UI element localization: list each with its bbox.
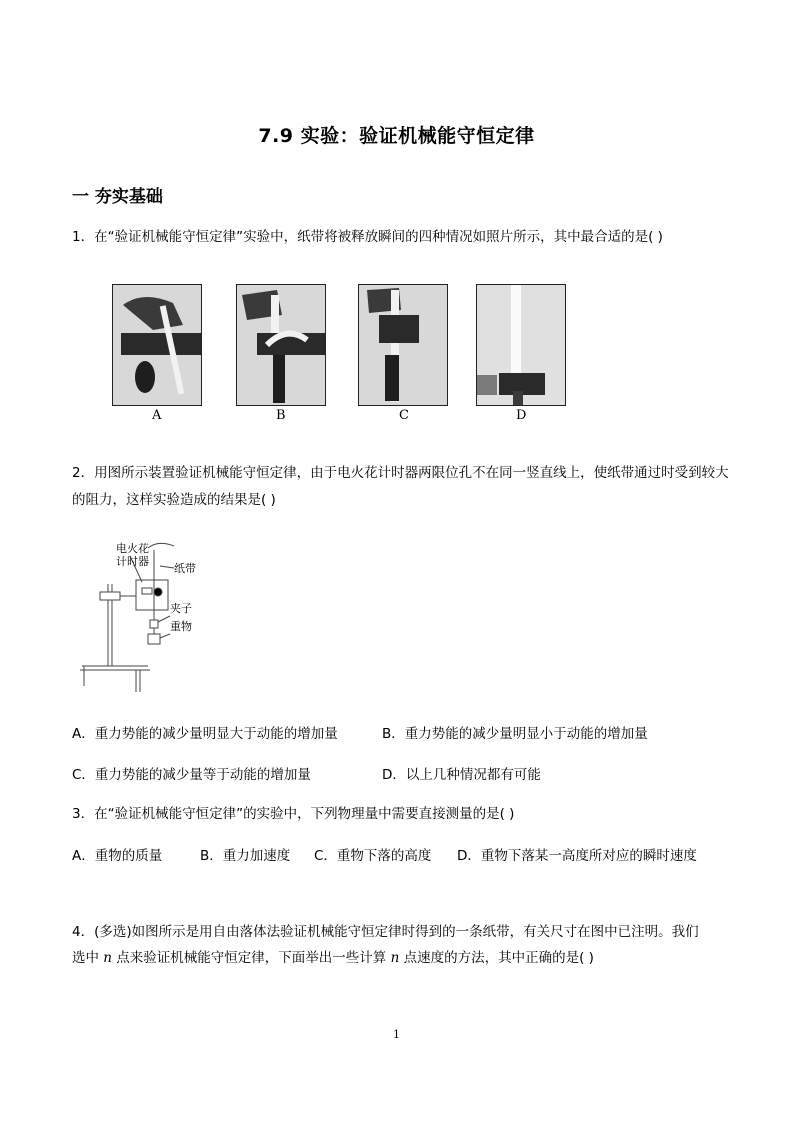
diagram-label-tape: 纸带 bbox=[174, 562, 196, 575]
q3-option-c: C．重物下落的高度 bbox=[314, 848, 432, 864]
page-title: 7.9 实验：验证机械能守恒定律 bbox=[258, 125, 535, 147]
q3-option-a: A．重物的质量 bbox=[72, 848, 163, 864]
q4-text-b: 点来验证机械能守恒定律，下面举出一些计算 bbox=[112, 950, 391, 966]
q2-option-c: C．重力势能的减少量等于动能的增加量 bbox=[72, 767, 311, 783]
photo-b bbox=[236, 284, 326, 406]
section-heading: 一 夯实基础 bbox=[72, 187, 163, 207]
q4-variable-n: n bbox=[103, 950, 112, 966]
photo-label-a: A bbox=[152, 408, 162, 423]
q2-option-a: A．重力势能的减少量明显大于动能的增加量 bbox=[72, 726, 338, 742]
question-4-line2 bbox=[72, 948, 732, 968]
page-number: 1 bbox=[393, 1028, 400, 1041]
photo-c bbox=[358, 284, 448, 406]
diagram-label-clamp: 夹子 bbox=[170, 602, 192, 615]
question-1-text: 1．在“验证机械能守恒定律”实验中，纸带将被释放瞬间的四种情况如照片所示，其中最合适的是( ) bbox=[72, 229, 663, 245]
diagram-label-timer-line2: 计时器 bbox=[116, 555, 149, 568]
diagram-label-weight: 重物 bbox=[170, 620, 192, 633]
photo-d bbox=[476, 284, 566, 406]
question-4-line1: 4．(多选)如图所示是用自由落体法验证机械能守恒定律时得到的一条纸带，有关尺寸在图中已注明。我们 bbox=[72, 924, 699, 940]
q3-option-b: B．重力加速度 bbox=[200, 848, 291, 864]
photo-a bbox=[112, 284, 202, 406]
q3-option-d: D．重物下落某一高度所对应的瞬时速度 bbox=[457, 848, 697, 864]
q4-variable-n-2: n bbox=[390, 950, 400, 966]
q4-text-a: 选中 bbox=[72, 950, 104, 966]
question-2-text: 2．用图所示装置验证机械能守恒定律，由于电火花计时器两限位孔不在同一竖直线上，使纸带通过时受到较大的阻力，这样实验造成的结果是( ) bbox=[72, 465, 729, 508]
q2-option-b: B．重力势能的减少量明显小于动能的增加量 bbox=[382, 726, 648, 742]
photo-label-b: B bbox=[276, 408, 286, 423]
diagram-label-timer-line1: 电火花 bbox=[116, 542, 149, 555]
photo-label-c: C bbox=[399, 408, 409, 423]
question-1-photos bbox=[100, 268, 580, 438]
q4-text-c: 点速度的方法，其中正确的是( ) bbox=[399, 950, 594, 966]
q2-option-d: D．以上几种情况都有可能 bbox=[382, 767, 541, 783]
photo-label-d: D bbox=[516, 408, 527, 423]
question-2-apparatus-diagram bbox=[78, 536, 208, 696]
question-3-text: 3．在“验证机械能守恒定律”的实验中，下列物理量中需要直接测量的是( ) bbox=[72, 806, 515, 822]
